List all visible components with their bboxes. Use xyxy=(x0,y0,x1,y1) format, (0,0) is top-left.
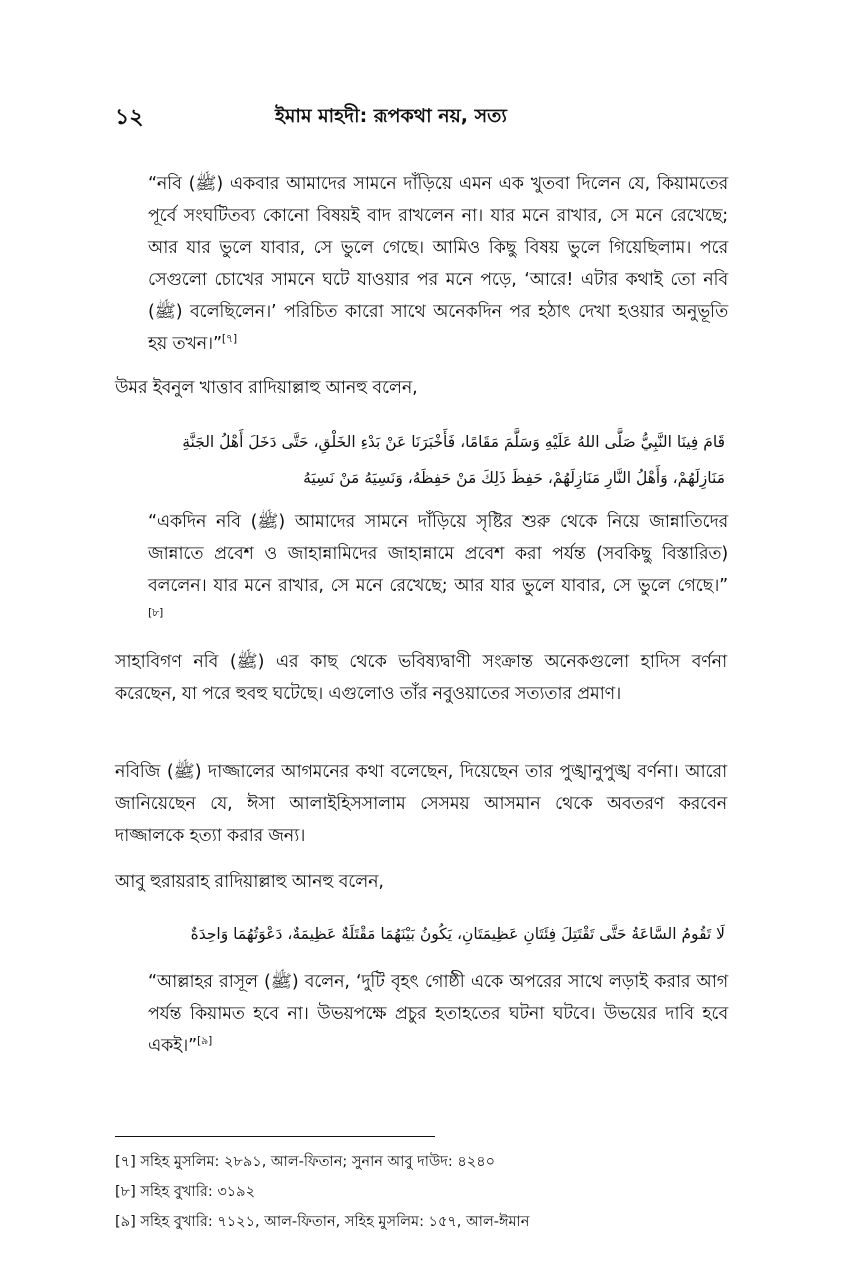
footnote-divider xyxy=(115,1136,435,1137)
arabic-hadith-1-line-2: مَنَازِلَهُمْ، وَأَهْلُ النَّارِ مَنَازِلَهُمْ، حَفِظَ ذَلِكَ مَنْ حَفِظَهُ، وَنَسِيَهُ مَنْ نَسِيَهُ xyxy=(303,469,725,487)
narrator-intro-2: আবু হুরায়রাহ রাদিয়াল্লাহু আনহু বলেন, xyxy=(115,872,384,892)
footnote-9: [৯] সহিহ বুখারি: ৭১২১, আল-ফিতান, সহিহ মুসলিম: ১৫৭, আল-ঈমান xyxy=(115,1214,530,1230)
footnote-ref-7: [৭] xyxy=(221,332,237,346)
footnote-ref-8: [৮] xyxy=(148,606,164,620)
arabic-hadith-1 xyxy=(135,424,725,496)
hadith-translation-2 xyxy=(148,506,728,634)
hadith-translation-2-text: “একদিন নবি (ﷺ) আমাদের সামনে দাঁড়িয়ে সৃষ্টির শুরু থেকে নিয়ে জান্নাতিদের জান্নাতে প্রবেশ ও জাহান্নামিদের জাহান্নামে প্রবেশ করা পর্যন্ত (সবকিছু বিস্তারিত) বললেন। যার মনে রাখার, সে মনে রেখেছে; আর যার ভুলে যাবার, সে ভুলে গেছে।” xyxy=(148,512,728,596)
arabic-hadith-2: لَا تَقُومُ السَّاعَةُ حَتَّى تَقْتَتِلَ فِئَتَانِ عَظِيمَتَانِ، يَكُونُ بَيْنَهُمَا مَقْتَلَةٌ عَظِيمَةٌ، دَعْوَتُهُمَا وَاحِدَةٌ xyxy=(190,925,725,943)
hadith-translation-3-text: “আল্লাহর রাসূল (ﷺ) বলেন, ‘দুটি বৃহৎ গোষ্ঠী একে অপরের সাথে লড়াই করার আগ পর্যন্ত কিয়ামত হবে না। উভয়পক্ষে প্রচুর হতাহতের ঘটনা ঘটবে। উভয়ের দাবি হবে একই।” xyxy=(148,972,728,1056)
footnote-7: [৭] সহিহ মুসলিম: ২৮৯১, আল-ফিতান; সুনান আবু দাউদ: ৪২৪০ xyxy=(115,1154,496,1170)
body-paragraph-2: নবিজি (ﷺ) দাজ্জালের আগমনের কথা বলেছেন, দিয়েছেন তার পুঙ্খানুপুঙ্খ বর্ণনা। আরো জানিয়েছেন যে, ঈসা আলাইহিসসালাম সেসময় আসমান থেকে অবতরণ করবেন দাজ্জালকে হত্যা করার জন্য। xyxy=(115,762,727,846)
running-title: ইমাম মাহদী: রূপকথা নয়, সত্য xyxy=(275,105,507,127)
footnote-8: [৮] সহিহ বুখারি: ৩১৯২ xyxy=(115,1184,255,1200)
footnote-ref-9: [৯] xyxy=(196,1034,213,1048)
page-header xyxy=(115,100,725,134)
narrator-intro-1: উমর ইবনুল খাত্তাব রাদিয়াল্লাহু আনহু বলেন, xyxy=(115,378,418,398)
hadith-translation-1-text: “নবি (ﷺ) একবার আমাদের সামনে দাঁড়িয়ে এমন এক খুতবা দিলেন যে, কিয়ামতের পূর্বে সংঘটিতব্য কোনো বিষয়ই বাদ রাখলেন না। যার মনে রাখার, সে মনে রেখেছে; আর যার ভুলে যাবার, সে ভুলে গেছে। আমিও কিছু বিষয় ভুলে গিয়েছিলাম। পরে সেগুলো চোখের সামনে ঘটে যাওয়ার পর মনে পড়ে, ‘আরে! এটার কথাই তো নবি (ﷺ) বলেছিলেন।’ পরিচিত কারো সাথে অনেকদিন পর হঠাৎ দেখা হওয়ার অনুভূতি হয় তখন।” xyxy=(148,174,729,354)
hadith-translation-3 xyxy=(148,966,728,1062)
body-paragraph-1: সাহাবিগণ নবি (ﷺ) এর কাছ থেকে ভবিষ্যদ্বাণী সংক্রান্ত অনেকগুলো হাদিস বর্ণনা করেছেন, যা পরে হুবহু ঘটেছে। এগুলোও তাঁর নবুওয়াতের সত্যতার প্রমাণ। xyxy=(115,652,727,704)
page-number: ১২ xyxy=(115,105,144,130)
hadith-translation-1 xyxy=(148,168,728,360)
arabic-hadith-1-line-1: قَامَ فِينَا النَّبِيُّ صَلَّى اللهُ عَلَيْهِ وَسَلَّمَ مَقَامًا، فَأَخْبَرَنَا عَنْ بَدْءِ الخَلْقِ، حَتَّى دَخَلَ أَهْلُ الجَنَّةِ xyxy=(182,433,725,451)
